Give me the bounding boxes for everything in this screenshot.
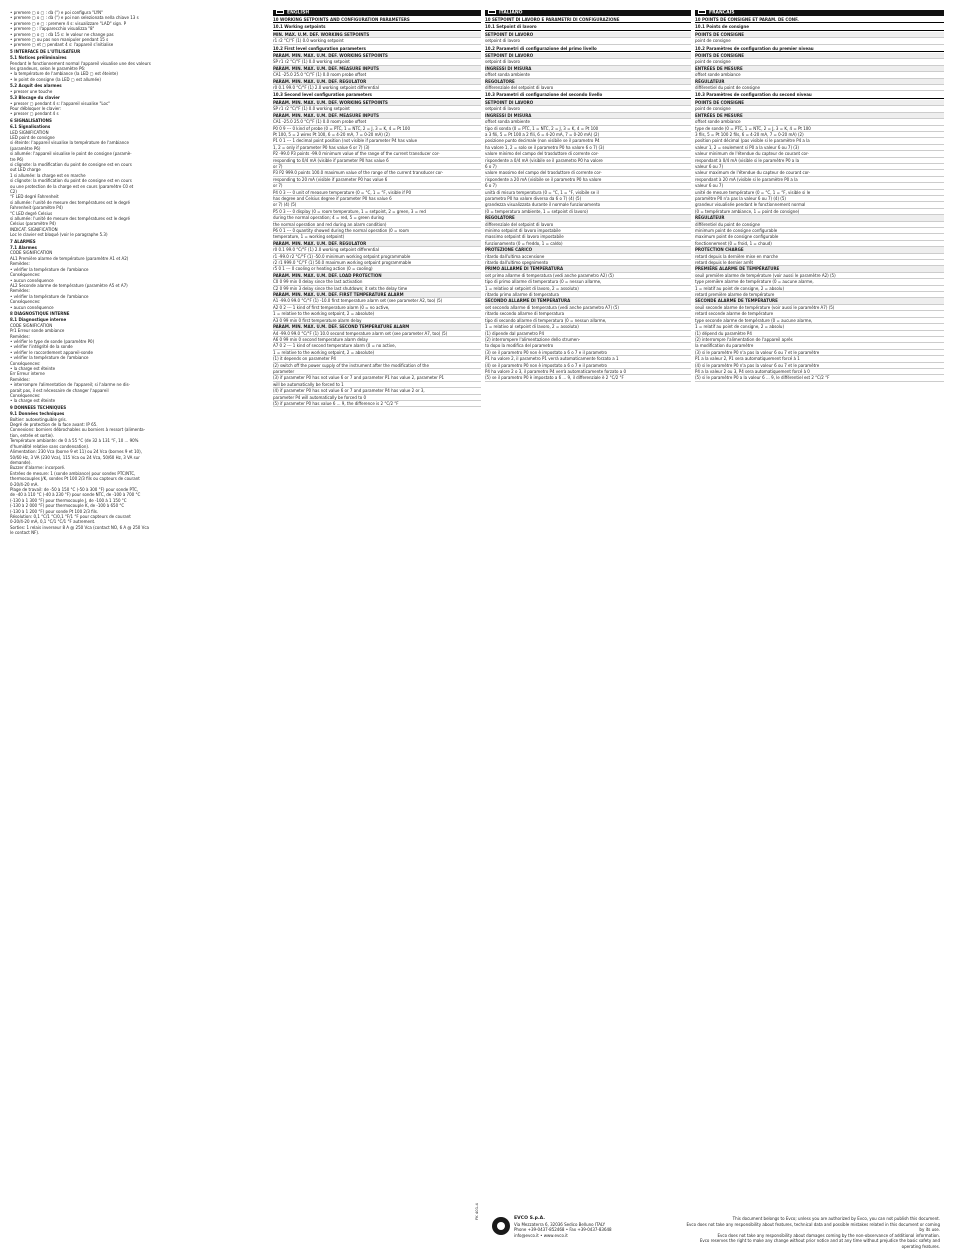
table-row: minimo setpoint di lavoro impostabile (485, 228, 691, 234)
text-line: de -40 à 110 °C (-40 à 230 °F) pour sonde NTC, de -100 à 700 °C (10, 492, 141, 498)
table-row: (0 = temperatura ambiente, 1 = setpoint di lavoro) (485, 209, 691, 215)
table-row: (2) interrompere l'alimentazione dello strumen- (485, 337, 691, 343)
table-row: PARAM. MIN. MAX. U.M. DEF. FIRST TEMPERATURE ALARM (273, 292, 481, 298)
table-row: A1 -99.0 99.0 °C/°F (1) -10.0 first temperature alarm set (see parameter A2, too) (5) (273, 298, 481, 304)
table-row: P6 0 1 --- 0 quantity showed during the normal operation (0 = room (273, 228, 481, 234)
evco-logo-icon (492, 1217, 510, 1235)
text-line: Boîtier: autoextinguible gris. (10, 416, 67, 422)
text-line: °C LED degré Celsius (10, 210, 53, 216)
text-line: demande). (10, 459, 32, 465)
text-line: Sorties: 1 relais inverseur 8 A @ 250 Vca (contact NO, 6 A @ 250 Vca (10, 524, 149, 530)
en-section-10-2: 10.2 First level configuration parameters (273, 46, 481, 52)
text-line: • aucun conséquence (10, 277, 54, 283)
text-line: 9.1 Données techniques (10, 411, 65, 417)
fr-section-10: 10 POINTS DE CONSIGNE ET PARAM. DE CONF. (695, 17, 944, 23)
table-row: seuil première alarme de température (voir aussi le paramètre A2) (5) (695, 273, 944, 279)
text-line: CODE SIGNIFICATION (10, 250, 53, 256)
table-row: P1 ha valore 2, il parametro P1 verrà automaticamente forzato a 1 (485, 356, 691, 362)
text-line: les grandeurs, selon le paramètre P6: (10, 66, 86, 72)
french-column (695, 10, 944, 465)
table-row: r1 r2 °C/°F (1) 0.0 working setpoint (273, 38, 481, 44)
table-row: (4) if parameter P0 has not value 6 or 7 and parameter P4 has value 2 or 3, (273, 388, 481, 394)
italian-column (485, 10, 691, 465)
table-row: POINTS DE CONSIGNE (695, 53, 944, 59)
table-row: setpoint di lavoro (485, 59, 691, 65)
disclaimer-line: Evco does not take any responsibility about features, technical data and possible mistakes related in this document or coming by its use. (686, 1221, 940, 1232)
text-line: Pr1 Erreur sonde ambiance (10, 328, 65, 334)
disclaimer-line: Evco does not take any responsibility about damages coming by the non-observance of additional information. (717, 1232, 940, 1238)
text-line: • la charge est éteinte (10, 366, 56, 371)
text-line: si éteinte: l'appareil visualise la température de l'ambiance (10, 140, 129, 146)
table-row: SETPOINT DI LAVORO (485, 32, 691, 38)
text-line: ou une protection de la charge est en cours (paramètre C0 et (10, 183, 134, 189)
table-row: unità di misura temperatura (0 = °C, 1 = °F, visibile se il (485, 190, 691, 196)
english-header: ENGLISH (273, 10, 481, 16)
text-line: Pendant le fonctionnement normal l'appareil visualise une des valeurs (10, 60, 151, 66)
table-row: INGRESSI DI MISURA (485, 66, 691, 72)
en-section-10: 10 WORKING SETPOINTS AND CONFIGURATION PARAMETERS (273, 17, 481, 23)
text-line: Remèdes: (10, 288, 30, 294)
table-row: REGOLATORE (485, 215, 691, 221)
table-row: seuil seconde alarme de température (voir aussi le paramètre A7) (5) (695, 305, 944, 311)
table-row: r2 r1 999.0 °C/°F (1) 50.0 maximum working setpoint programmable (273, 260, 481, 266)
table-row: SECONDO ALLARME DI TEMPERATURA (485, 298, 691, 304)
it-section-10: 10 SETPOINT DI LAVORO E PARAMETRI DI CONFIGURAZIONE (485, 17, 691, 23)
table-row: A7 0 2 --- 1 kind of second temperature alarm (0 = no active, (273, 343, 481, 349)
table-row: valeur maximum de l'étendue du capteur de courant cor- (695, 170, 944, 176)
en-table (273, 32, 481, 408)
text-line: • vérifier le type de sonde (paramètre P0) (10, 338, 95, 344)
france-flag-icon (698, 10, 706, 14)
page-code: FK 401-4 (474, 1203, 479, 1220)
text-line: Remèdes: (10, 261, 30, 267)
table-row: retard depuis la dernière mise en marche (695, 254, 944, 260)
table-row: set secondo allarme di temperatura (vedi anche parametro A7) (5) (485, 305, 691, 311)
text-line: Degré de protection de la face avant: IP 65. (10, 422, 98, 428)
table-row: respondant à 0/4 mA (visible si le paramètre P0 a la (695, 158, 944, 164)
table-row: SECONDE ALARME DE TEMPÉRATURE (695, 298, 944, 304)
text-line: 9 DONNEES TECHNIQUES (10, 404, 67, 410)
table-row: parameter P4 will automatically be forced to 0 (273, 395, 481, 401)
table-row: (2) switch off the power supply of the instrument after the modification of the (273, 363, 481, 369)
text-line: 8 DIAGNOSTIQUE INTERNE (10, 310, 70, 316)
text-line: • vérifier la température de l'ambiance (10, 355, 89, 361)
table-row: PREMIÈRE ALARME DE TEMPÉRATURE (695, 266, 944, 272)
text-line: • presser une touche (10, 88, 53, 94)
text-line: (-130 à 1 200 °F) pour sonde Pt 100 2/3 fils. (10, 508, 99, 514)
it-section-10-2: 10.2 Parametri di configurazione del primo livello (485, 46, 691, 52)
fr-table (695, 32, 944, 382)
table-row: Pt 100, 5 = 2 wires Pt 100, 6 = 4-20 mA, 7 = 0-20 mA) (2) (273, 132, 481, 138)
table-row: (5) se il parametro P0 è impostato a 6 ... 9, il differenziale è 2 °C/2 °F (485, 375, 691, 381)
table-row: PARAM. MIN. MAX. U.M. DEF. WORKING SETPOINTS (273, 53, 481, 59)
text-line: • la charge est éteinte (10, 398, 56, 404)
table-row: différentiel du point de consigne (695, 85, 944, 91)
table-row: SETPOINT DI LAVORO (485, 53, 691, 59)
company-address: Via Mezzaterra 6, 32036 Sedico Belluno ITALY (514, 1221, 606, 1227)
table-row: ha valore 1, 2 = solo se il parametro P0 ha valore 6 o 7) (3) (485, 145, 691, 151)
fr-section-10-3: 10.3 Paramètres de configuration du second niveau (695, 92, 944, 98)
text-line: Conséquences: (10, 299, 41, 305)
table-row: differenziale del setpoint di lavoro (485, 222, 691, 228)
table-row: P1 a la valeur 2, P1 sera automatiquement forcé à 1 (695, 356, 944, 362)
table-row: PARAM. MIN. MAX. U.M. DEF. MEASURE INPUTS (273, 66, 481, 72)
text-line: Remèdes: (10, 376, 30, 382)
text-line: • interrompre l'alimentation de l'appareil; si l'alarme ne dis- (10, 382, 131, 388)
text-line: 7.1 Alarmes (10, 245, 37, 251)
table-row: temperature, 1 = working setpoint) (273, 234, 481, 240)
text-line: LED SIGNIFICATION (10, 129, 49, 135)
table-row: unité de mesure température (0 = °C, 1 = °F, visible si le (695, 190, 944, 196)
table-row: PARAM. MIN. MAX. U.M. DEF. MEASURE INPUTS (273, 113, 481, 119)
table-row: type première alarme de température (0 = aucune alarme, (695, 279, 944, 285)
text-line: 6.1 Signalisations (10, 124, 51, 130)
text-line: Conséquences: (10, 272, 41, 278)
table-row: a 3 fili, 5 = Pt 100 a 2 fili, 6 = 4-20 mA, 7 = 0-20 mA) (2) (485, 132, 691, 138)
table-row: ritardo secondo allarme di temperatura (485, 311, 691, 317)
table-row: la modification du paramètre (695, 343, 944, 349)
text-line: • aucun conséquence (10, 304, 54, 310)
fr-section-10-1: 10.1 Points de consigne (695, 24, 944, 30)
table-row: set primo allarme di temperatura (vedi anche parametro A2) (5) (485, 273, 691, 279)
table-row: (5) si le paramètre P0 a la valeur 6 ... 9, le différentiel est 2 °C/2 °F (695, 375, 944, 381)
table-row: grandezza visualizzata durante il normale funzionamento (485, 202, 691, 208)
fr-section-10-2: 10.2 Paramètres de configuration du premier niveau (695, 46, 944, 52)
text-line: • le point de consigne (la LED ▢ est allumée) (10, 76, 101, 82)
table-row: retard depuis le dernier arrêt (695, 260, 944, 266)
disclaimer (682, 1216, 940, 1249)
text-line: • vérifier la température de l'ambiance (10, 266, 89, 272)
table-row: PARAM. MIN. MAX. U.M. DEF. LOAD PROTECTION (273, 273, 481, 279)
text-line: 7 ALARMES (10, 238, 36, 244)
table-row: 1 = relatif au point de consigne, 2 = absolu) (695, 324, 944, 330)
table-row: (2) interrompre l'alimentation de l'appareil après (695, 337, 944, 343)
text-line: • premere ▢ e ▢ : premere 4 s: visualizzare "LAD" sign. P (10, 20, 127, 26)
company-contact: info@evco.it • www.evco.it (514, 1232, 568, 1238)
table-row: P0 0 9 --- 0 kind of probe (0 = PTC, 1 = NTC, 2 = J, 3 = K, 4 = Pt 100 (273, 126, 481, 132)
text-line: AL1 Première alarme de température (paramètre A1 et A2) (10, 255, 129, 261)
table-row: position point décimal (pas visible si le paramètre P4 a la (695, 138, 944, 144)
text-line: • presser ▢ pendant 4 s (10, 111, 59, 117)
table-row: respondant à 20 mA (visible si le paramètre P0 a la (695, 177, 944, 183)
text-line: • vérifier l'intégrité de la sonde (10, 344, 73, 350)
table-row: point de consigne (695, 59, 944, 65)
table-row: (3) si le paramètre P0 n'a pas la valeur 6 ou 7 et le paramètre (695, 350, 944, 356)
en-section-10-3: 10.3 Second level configuration parameters (273, 92, 481, 98)
text-line: • premere ▢ : l'apparecchio visualizza "8" (10, 26, 95, 32)
text-line: thermocouples J/K, sondes Pt 100 2/3 fils ou capteurs de courant (10, 476, 140, 482)
table-row: 1 = relatif au point de consigne, 2 = absolu) (695, 286, 944, 292)
text-line: parait pas, il est nécessaire de changer l'appareil (10, 387, 109, 393)
text-line: Buzzer d'alarme: incorporé. (10, 465, 66, 471)
text-line: 50/60 Hz, 3 VA (230 Vca), 115 Vca ou 24 Vca, 50/60 Hz, 3 VA sur (10, 454, 140, 460)
table-row: C2 0 99 min 3 delay since the last shutdown; it sets the delay time (273, 286, 481, 292)
text-line: si allumée: l'appareil visualise le point de consigne (paramè- (10, 151, 132, 157)
text-line: • presser ▢ pendant 4 s: l'appareil visualise "Loc" (10, 100, 110, 106)
table-row: 1 = relative to the working setpoint, 2 = absolute) (273, 311, 481, 317)
text-line: si allumée: l'unité de mesure des températures est le degré (10, 199, 130, 205)
table-row: or 7) (273, 183, 481, 189)
english-column (273, 10, 481, 465)
disclaimer-line: Evco reserves the right to make any change without prior notice and at any time without prejudice the basic safety and operating features. (699, 1238, 940, 1249)
table-row: grandeur visualisée pendant le fonctionnement normal (695, 202, 944, 208)
text-line: Pour débloquer le clavier: (10, 105, 62, 111)
table-row: valeur 6 ou 7) (695, 164, 944, 170)
text-line: 5 INTERFACE DE L'UTILISATEUR (10, 48, 81, 54)
table-row: type seconde alarme de température (0 = aucune alarme, (695, 318, 944, 324)
table-row: ritardo dall'ultimo spegnimento (485, 260, 691, 266)
table-row: SP r1 r2 °C/°F (1) 0.0 working setpoint (273, 59, 481, 65)
table-row: A6 0 99 min 0 second temperature alarm delay (273, 337, 481, 343)
table-row: parametro P0 ha valore diverso da 6 o 7) (4) (5) (485, 196, 691, 202)
table-row: A3 0 99 min 0 first temperature alarm delay (273, 318, 481, 324)
text-line: AL2 Seconde alarme de température (paramètre A5 et A7) (10, 282, 128, 288)
table-row: valeur 6 ou 7) (695, 183, 944, 189)
table-row: (1) dépend du paramètre P4 (695, 331, 944, 337)
table-row: P4 a la valeur 2 ou 3, P4 sera automatiquement forcé à 0 (695, 369, 944, 375)
table-row: differenziale del setpoint di lavoro (485, 85, 691, 91)
text-line: 1 si allumée: la charge est en marche (10, 172, 86, 178)
it-section-10-1: 10.1 Setpoint di lavoro (485, 24, 691, 30)
text-line: Plage de travail: de -50 à 150 °C (-50 à 300 °F) pour sonde PTC, (10, 486, 139, 492)
text-line: • vérifier le raccordement appareil-sonde (10, 349, 93, 355)
company-info (514, 1216, 674, 1238)
table-row: funzionamento (0 = freddo, 1 = caldo) (485, 241, 691, 247)
table-row: or 7) (4) (5) (273, 202, 481, 208)
table-row: tipo di secondo allarme di temperatura (0 = nessun allarme, (485, 318, 691, 324)
table-row: r0 0.1 99.0 °C/°F (1) 2.0 working setpoint differential (273, 85, 481, 91)
table-row: P2 -99.0 P3 points -99.0 minimum value of the range of the current transducer cor- (273, 151, 481, 157)
table-row: r0 0.1 99.0 °C/°F (1) 2.0 working setpoint differential (273, 247, 481, 253)
text-line: • vérifier la température de l'ambiance (10, 293, 89, 299)
table-row: 6 o 7) (485, 164, 691, 170)
table-row: (3) se il parametro P0 non è impostato a 6 o 7 e il parametro (485, 350, 691, 356)
table-row: retard seconde alarme de température (695, 311, 944, 317)
it-table (485, 32, 691, 382)
text-line: Loc le clavier est bloqué (voir le paragraphe 5.3) (10, 232, 108, 238)
text-line: Connexions: borniers débrochables ou borniers à ressort (alimenta- (10, 427, 146, 433)
table-row: 3 fils, 5 = Pt 100 2 fils, 6 = 4-20 mA, 7 = 0-20 mA) (2) (695, 132, 944, 138)
table-row: responding to 0/4 mA (visible if parameter P0 has value 6 (273, 158, 481, 164)
text-line: Alimentation: 230 Vca (borne 9 et 11) ou 24 Vca (bornes 9 et 10), (10, 449, 142, 455)
text-line: Entrées de mesure: 1 (sonde ambiance) pour sondes PTC/NTC, (10, 470, 136, 476)
text-line: out LED charge (10, 167, 41, 173)
text-line: • premere ▢ et ▢ pendant 4 s: l'appareil s'initialise (10, 42, 114, 48)
en-section-10-1: 10.1 Working setpoints (273, 24, 481, 30)
company-phone: Phone +39-0437-852468 • Fax +39-0437-83648 (514, 1227, 612, 1232)
text-line: si clignote: la modification du point de consigne est en cours (10, 178, 132, 184)
text-line: • premere ▢ ou pas non manipuler pendant 15 s (10, 37, 109, 43)
table-row: massimo setpoint di lavoro impostabile (485, 234, 691, 240)
text-line: tre P6) (10, 156, 24, 162)
table-row: posizione punto decimale (non visibile se il parametro P4 (485, 138, 691, 144)
text-line: Fahrenheit (paramètre P4) (10, 205, 63, 211)
table-row: MIN. MAX. U.M. DEF. WORKING SETPOINTS (273, 32, 481, 38)
table-row: 1, 2 = only if parameter P0 has value 6 or 7) (3) (273, 145, 481, 151)
table-row: PRIMO ALLARME DI TEMPERATURA (485, 266, 691, 272)
table-row: retard première alarme de température (695, 292, 944, 298)
text-line: tion, entrée et sortie). (10, 432, 54, 438)
table-row: maximum point de consigne configurable (695, 234, 944, 240)
text-line: INDICAT. SIGNIFICATION (10, 226, 58, 232)
table-row: has degree and Celsius degree if parameter P0 has value 6 (273, 196, 481, 202)
table-row: CA1 -25.0 25.0 °C/°F (1) 0.0 room probe offset (273, 119, 481, 125)
table-row: P4 0 3 --- 0 unit of measure temperature (0 = °C, 1 = °F, visible if P0 (273, 190, 481, 196)
table-row: r1 -99.0 r2 °C/°F (1) -50.0 minimum working setpoint programmable (273, 254, 481, 260)
uk-flag-icon (276, 10, 284, 14)
text-line: • premere ▢ o ▢ : dà 15 s: le valeur ne change pas (10, 31, 114, 37)
text-line: Celsius (paramètre P4) (10, 221, 56, 227)
table-row: to dopo la modifica del parametro (485, 343, 691, 349)
text-line: Conséquences: (10, 393, 41, 399)
text-line: °F LED degré Fahrenheit (10, 194, 59, 200)
table-row: REGOLATORE (485, 79, 691, 85)
text-line: CODE SIGNIFICATION (10, 322, 53, 328)
text-line: 5.3 Blocage du clavier (10, 95, 60, 101)
text-line: LED point de consigne (10, 134, 55, 140)
table-row: (4) si le paramètre P0 n'a pas la valeur 6 ou 7 et le paramètre (695, 363, 944, 369)
table-row: will be automatically be forced to 1 (273, 382, 481, 388)
table-row: responding to 20 mA (visible if parameter P0 has value 6 (273, 177, 481, 183)
table-row: INGRESSI DI MISURA (485, 113, 691, 119)
table-row: PARAM. MIN. MAX. U.M. DEF. REGULATOR (273, 241, 481, 247)
text-line: Température ambiante: de 0 à 55 °C (de 32 à 131 °F, 10 ... 90% (10, 438, 139, 444)
table-row: offset sonda ambiente (485, 119, 691, 125)
text-line: Err Erreur interne (10, 371, 45, 377)
table-row: parameter (273, 369, 481, 375)
text-line: (paramètre P6) (10, 145, 41, 151)
table-row: CA1 -25.0 25.0 °C/°F (1) 0.0 room probe offset (273, 72, 481, 78)
text-line: d'humidité relative sans condensation). (10, 443, 90, 449)
table-row: RÉGULATEUR (695, 215, 944, 221)
table-row: valore minimo del campo del trasduttore di corrente cor- (485, 151, 691, 157)
table-row: offset sonde ambiance (695, 119, 944, 125)
italy-flag-icon (488, 10, 496, 14)
footer (0, 600, 954, 1249)
left-column (10, 10, 268, 670)
text-line: 5.1 Notices préliminaires (10, 55, 67, 61)
text-line: Remèdes: (10, 333, 30, 339)
table-row: PARAM. MIN. MAX. U.M. DEF. WORKING SETPOINTS (273, 100, 481, 106)
text-line: (-130 à 2 000 °F) pour thermocouple K, de -100 à 650 °C (10, 503, 125, 509)
table-row: (1) dipende dal parametro P4 (485, 331, 691, 337)
table-row: ritardo dall'ultima accensione (485, 254, 691, 260)
table-row: setpoint di lavoro (485, 38, 691, 44)
table-row: C0 0 99 min 0 delay since the last activation (273, 279, 481, 285)
table-row: fonctionnement (0 = froid, 1 = chaud) (695, 241, 944, 247)
text-line: C2) (10, 189, 17, 194)
text-line: Résolution: 0,1 °C/1 °C/0,1 °F/1 °F pour capteurs de courant (10, 513, 131, 519)
table-row: 6 o 7) (485, 183, 691, 189)
table-row: P4 ha valore 2 o 3, il parametro P4 verrà automaticamente forzato a 0 (485, 369, 691, 375)
text-line: (-130 à 1 300 °F) pour thermocouple J, de -100 à 1 150 °C (10, 497, 127, 503)
table-row: 1 = relative to the working setpoint, 2 = absolute) (273, 350, 481, 356)
table-row: r5 0 1 --- 0 cooling or heating action (0 = cooling) (273, 266, 481, 272)
table-row: A4 -99.0 99.0 °C/°F (1) 10.0 second temperature alarm set (see parameter A7, too) (5) (273, 331, 481, 337)
table-row: PROTEZIONE CARICO (485, 247, 691, 253)
text-line: 0-20/4-20 mA, 0,1 °C/1 °C/1 °F autrement. (10, 519, 96, 525)
table-row: during the normal operation; 4 = red, 5 = green during (273, 215, 481, 221)
table-row: (4) se il parametro P0 non è impostato a 6 o 7 e il parametro (485, 363, 691, 369)
text-line: si clignote: la modification du point de consigne est en cours (10, 161, 132, 167)
table-row: the normal operation and red during an alarm condition) (273, 222, 481, 228)
table-row: (0 = température ambiance, 1 = point de consigne) (695, 209, 944, 215)
text-line: • premere ▢ o ▢ : dà (°) e poi configura "LYN" (10, 10, 103, 15)
table-row: rispondente a 20 mA (visibile se il parametro P0 ha valore (485, 177, 691, 183)
table-row: 1 = relativo al setpoint di lavoro, 2 = assoluto) (485, 286, 691, 292)
text-line: Conséquences: (10, 360, 41, 366)
table-row: (5) if parameter P0 has value 6 ... 9, the difference is 2 °C/2 °F (273, 401, 481, 407)
text-line: 0-20/4-20 mA. (10, 481, 39, 487)
table-row: type de sonde (0 = PTC, 1 = NTC, 2 = J, 3 = K, 4 = Pt 100 (695, 126, 944, 132)
text-line: • la température de l'ambiance (la LED ▢ est éteinte) (10, 71, 118, 77)
table-row: tipo di sonda (0 = PTC, 1 = NTC, 2 = J, 3 = K, 4 = Pt 100 (485, 126, 691, 132)
table-row: paramètre P0 n'a pas la valeur 6 ou 7) (4) (5) (695, 196, 944, 202)
table-row: RÉGULATEUR (695, 79, 944, 85)
table-row: valore massimo del campo del trasduttore di corrente cor- (485, 170, 691, 176)
table-row: 1 = relativo al setpoint di lavoro, 2 = assoluto) (485, 324, 691, 330)
table-row: P3 P2 999.0 points 100.0 maximum value of the range of the current transducer cor- (273, 170, 481, 176)
table-row: tipo di primo allarme di temperatura (0 = nessun allarme, (485, 279, 691, 285)
table-row: PROTECTION CHARGE (695, 247, 944, 253)
table-row: offset sonda ambiente (485, 72, 691, 78)
table-row: POINTS DE CONSIGNE (695, 100, 944, 106)
table-row: ritardo primo allarme di temperatura (485, 292, 691, 298)
table-row: ENTRÉES DE MESURE (695, 66, 944, 72)
table-row: offset sonde ambiance (695, 72, 944, 78)
italian-header: ITALIANO (485, 10, 691, 16)
table-row: A2 0 2 --- 1 kind of first temperature alarm (0 = no active, (273, 305, 481, 311)
table-row: SP r1 r2 °C/°F (1) 0.0 working setpoint (273, 106, 481, 112)
text-line: le contact NF). (10, 530, 40, 536)
table-row: POINTS DE CONSIGNE (695, 32, 944, 38)
text-line: 8.1 Diagnostique interne (10, 317, 67, 323)
table-row: P1 0 1 --- 1 decimal point position (not visible if parameter P4 has value (273, 138, 481, 144)
text-line: si allumée: l'unité de mesure des températures est le degré (10, 216, 130, 222)
text-line: • premere ▢ o ▢ : dà (°) e poi non selezionata nella chiave 13 s (10, 15, 139, 21)
table-row: ENTRÉES DE MESURE (695, 113, 944, 119)
table-row: (3) if parameter P0 has not value 6 or 7 and parameter P1 has value 2, parameter P1 (273, 375, 481, 381)
table-row: rispondente a 0/4 mA (visibile se il parametro P0 ha valore (485, 158, 691, 164)
company-name: EVCO S.p.A. (514, 1216, 546, 1221)
disclaimer-line: This document belongs to Evco; unless you are authorized by Evco, you can not publish this document. (732, 1216, 940, 1221)
table-row: valeur minimum de l'étendue du capteur de courant cor- (695, 151, 944, 157)
table-row: point de consigne (695, 38, 944, 44)
text-line: 5.2 Acquit des alarmes (10, 83, 62, 89)
french-header: FRANCAIS (695, 10, 944, 16)
it-section-10-3: 10.3 Parametri di configurazione del secondo livello (485, 92, 691, 98)
table-row: PARAM. MIN. MAX. U.M. DEF. SECOND TEMPERATURE ALARM (273, 324, 481, 330)
table-row: PARAM. MIN. MAX. U.M. DEF. REGULATOR (273, 79, 481, 85)
table-row: minimum point de consigne configurable (695, 228, 944, 234)
text-line: 6 SIGNALISATIONS (10, 117, 52, 123)
table-row: point de consigne (695, 106, 944, 112)
table-row: P5 0 3 --- 0 display (0 = room temperature, 1 = setpoint, 2 = green, 3 = red (273, 209, 481, 215)
table-row: setpoint di lavoro (485, 106, 691, 112)
table-row: différentiel du point de consigne (695, 222, 944, 228)
table-row: SETPOINT DI LAVORO (485, 100, 691, 106)
table-row: (1) it depends on parameter P4 (273, 356, 481, 362)
table-row: or 7) (273, 164, 481, 170)
table-row: valeur 1, 2 = seulement si P0 a la valeur 6 ou 7) (3) (695, 145, 944, 151)
